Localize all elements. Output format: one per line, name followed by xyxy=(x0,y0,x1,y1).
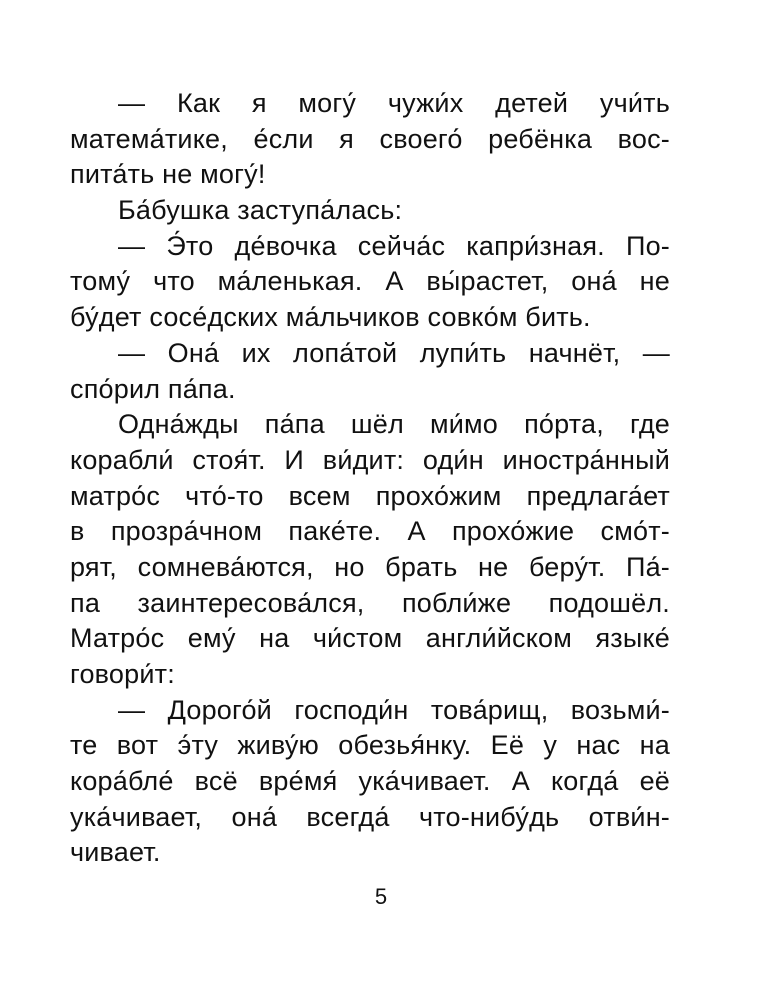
paragraph xyxy=(70,336,670,407)
text-line: Ба́бушка заступа́лась: xyxy=(118,195,403,226)
text-line: чивает. xyxy=(70,837,161,868)
paragraph xyxy=(70,193,670,229)
text-line: спо́рил па́па. xyxy=(70,373,236,404)
text-line: — Она́ их лопа́той лупи́ть начнёт, — xyxy=(118,337,670,368)
text-line: пита́ть не могу́! xyxy=(70,159,266,190)
text-line: — Как я могу́ чужи́х детей учи́ть xyxy=(118,88,670,118)
paragraph xyxy=(70,86,670,193)
text-line: Одна́жды па́па шёл ми́мо по́рта, где xyxy=(118,409,670,440)
paragraph xyxy=(70,229,670,336)
body-text xyxy=(70,86,670,871)
text-line: те вот э́ту живу́ю обезья́нку. Её у нас на xyxy=(70,730,670,761)
text-line: рят, сомнева́ются, но брать не беру́т. Па́- xyxy=(70,551,670,582)
text-line: па заинтересова́лся, побли́же подошёл. xyxy=(70,587,670,618)
text-line: — Э́то де́вочка сейча́с капри́зная. По- xyxy=(118,230,670,261)
text-line: бу́дет сосе́дских ма́льчиков совко́м бить. xyxy=(70,302,591,333)
paragraph xyxy=(70,407,670,693)
text-line: тому́ что ма́ленькая. А вы́растет, она́ не xyxy=(70,266,670,297)
text-line: матро́с что́-то всем прохо́жим предлага́ет xyxy=(70,480,670,511)
text-line: корабли́ стоя́т. И ви́дит: оди́н иностра́нный xyxy=(70,444,670,475)
text-line: говори́т: xyxy=(70,659,175,689)
text-line: кора́бле́ всё вре́мя́ ука́чивает. А когда́ её xyxy=(70,766,670,797)
text-line: в прозра́чном паке́те. А прохо́жие смо́т- xyxy=(70,516,670,547)
text-line: — Дорого́й господи́н това́рищ, возьми́- xyxy=(118,694,670,725)
paragraph xyxy=(70,693,670,871)
text-line: ука́чивает, она́ всегда́ что-нибу́дь отви́н- xyxy=(70,801,670,832)
text-line: матема́тике, е́сли я своего́ ребёнка вос- xyxy=(70,123,670,154)
page-number: 5 xyxy=(374,884,388,909)
text-line: Матро́с ему́ на чи́стом англи́йском языке́ xyxy=(70,623,670,654)
